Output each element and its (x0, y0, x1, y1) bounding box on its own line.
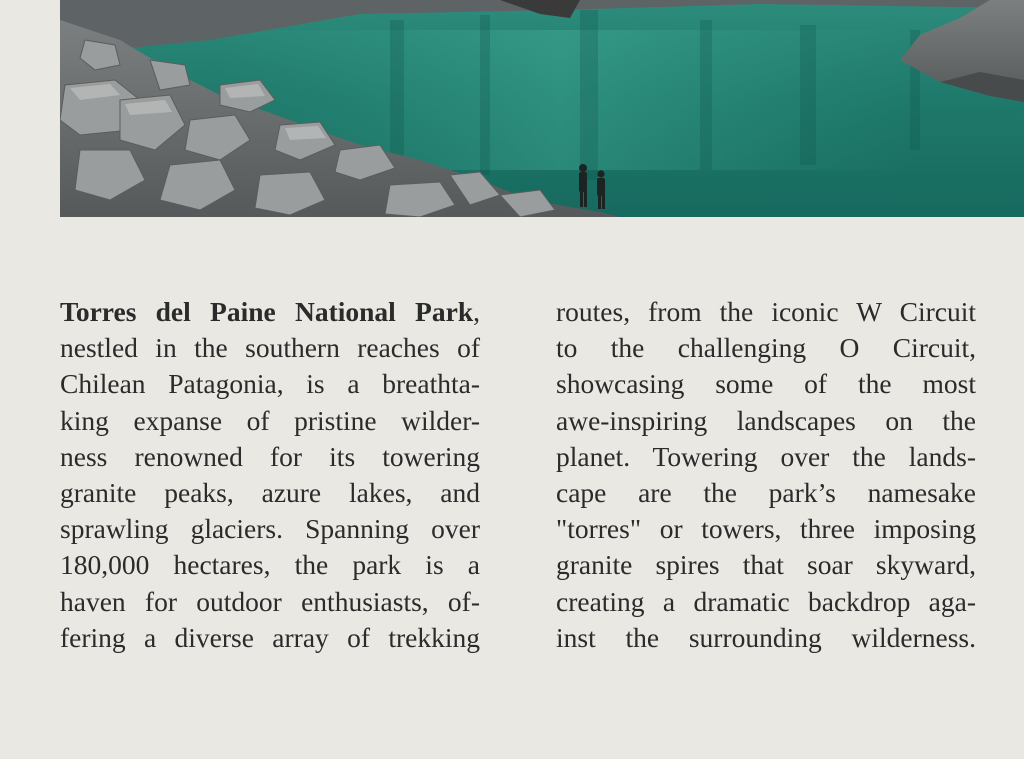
article-line: fering a diverse array of trekking (60, 621, 480, 653)
article-column-left (60, 294, 480, 656)
article-line: creating a dramatic backdrop aga- (556, 585, 976, 617)
article-line: planet. Towering over the lands- (556, 440, 976, 472)
article-line: sprawling glaciers. Spanning over (60, 513, 480, 545)
article-line (60, 294, 480, 330)
article-lead: Torres del Paine National Park (60, 296, 474, 327)
article-line: "torres" or towers, three imposing (556, 513, 976, 545)
article-line: nestled in the southern reaches of (60, 332, 480, 364)
article-line: haven for outdoor enthusiasts, of- (60, 585, 480, 617)
article-line: ness renowned for its towering (60, 440, 480, 472)
article-line: to the challenging O Circuit, (556, 332, 976, 364)
hero-photo (60, 0, 1024, 217)
lake-landscape-photo (60, 0, 1024, 217)
article-line: granite peaks, azure lakes, and (60, 477, 480, 509)
article-column-right (556, 294, 976, 656)
lead-comma: , (473, 296, 480, 327)
article-line: showcasing some of the most (556, 368, 976, 400)
article-line: cape are the park’s namesake (556, 477, 976, 509)
article-line: inst the surrounding wilderness. (556, 621, 976, 653)
article-line: 180,000 hectares, the park is a (60, 549, 480, 581)
article-line: granite spires that soar skyward, (556, 549, 976, 581)
article-line: awe-inspiring landscapes on the (556, 404, 976, 436)
article-line: Chilean Patagonia, is a breathta- (60, 368, 480, 400)
article-line: king expanse of pristine wilder- (60, 404, 480, 436)
article-line: routes, from the iconic W Circuit (556, 296, 976, 327)
